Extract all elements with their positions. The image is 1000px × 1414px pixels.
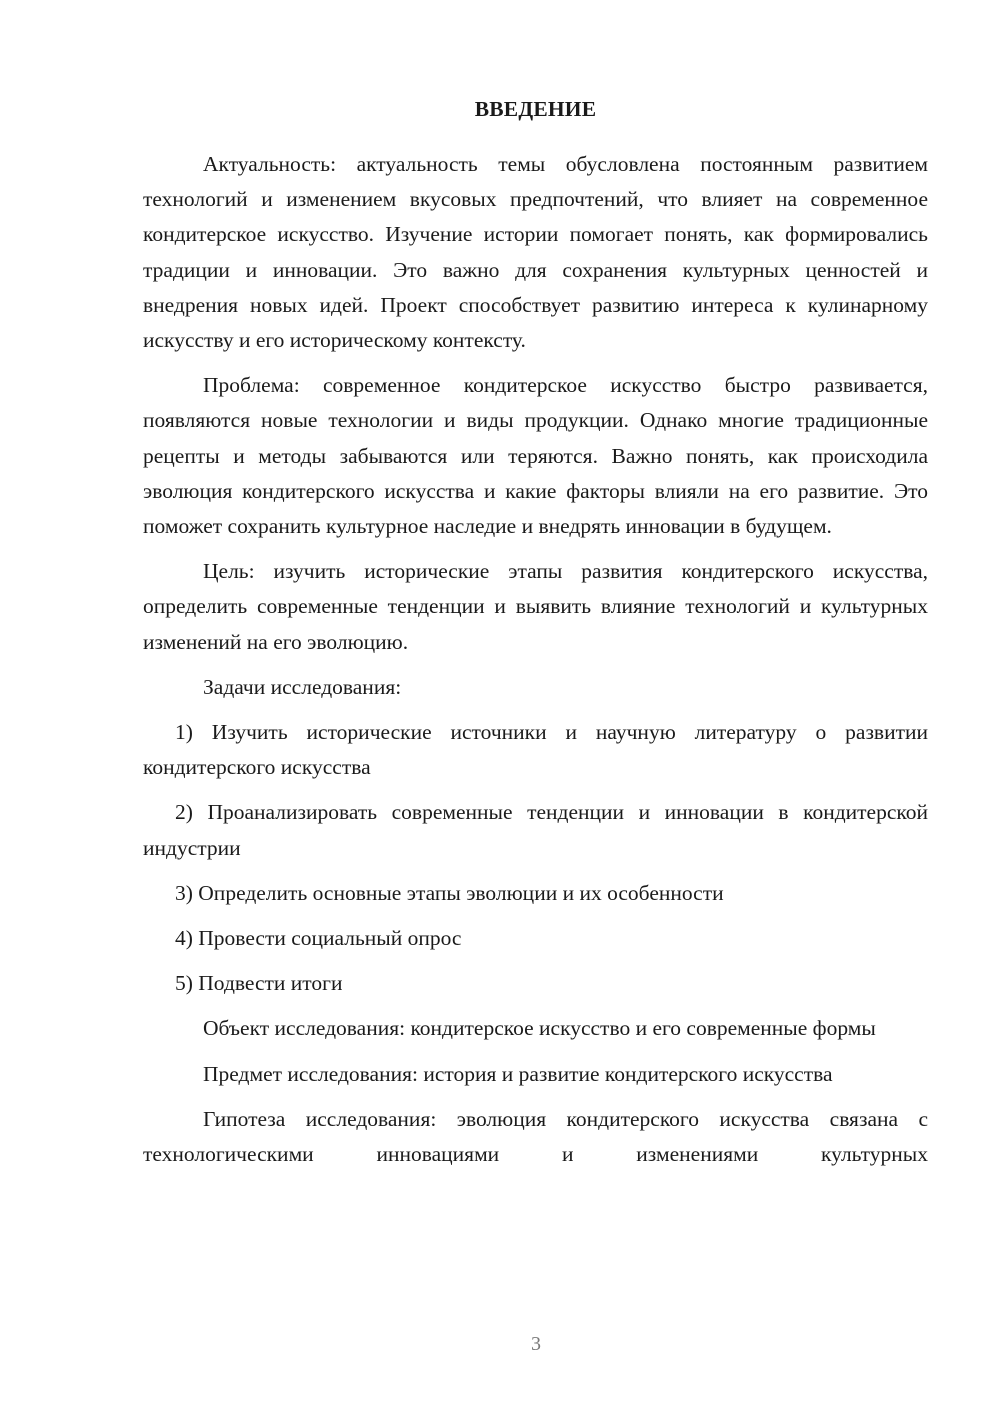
document-page	[143, 92, 928, 1182]
tasks-list	[143, 715, 928, 1001]
relevance-paragraph: Актуальность: актуальность темы обусловлена постоянным развитием технологий и изменением вкусовых предпочтений, что влияет на современное кондитерское искусство. Изучение истории помогает понять, как формировались традиции и инновации. Это важно для сохранения культурных ценностей и внедрения новых идей. Проект способствует развитию интереса к кулинарному искусству и его историческому контексту.	[143, 152, 928, 353]
task-item: 4) Провести социальный опрос	[175, 926, 462, 951]
goal-paragraph: Цель: изучить исторические этапы развития кондитерского искусства, определить современные тенденции и выявить влияние технологий и культурных изменений на его эволюцию.	[143, 559, 928, 654]
page-title: ВВЕДЕНИЕ	[474, 97, 597, 121]
task-item: 5) Подвести итоги	[175, 971, 343, 996]
task-item: 1) Изучить исторические источники и научную литературу о развитии кондитерского искусства	[143, 720, 928, 780]
problem-paragraph: Проблема: современное кондитерское искусство быстро развивается, появляются новые технологии и виды продукции. Однако многие традиционные рецепты и методы забываются или теряются. Важно понять, как происходила эволюция кондитерского искусства и какие факторы влияли на его развитие. Это поможет сохранить культурное наследие и внедрять инновации в будущем.	[143, 373, 928, 539]
tasks-heading: Задачи исследования:	[203, 674, 402, 699]
task-item: 2) Проанализировать современные тенденции и инновации в кондитерской индустрии	[143, 800, 928, 860]
subject-paragraph: Предмет исследования: история и развитие кондитерского искусства	[203, 1061, 833, 1086]
task-item: 3) Определить основные этапы эволюции и их особенности	[175, 880, 724, 905]
page-number: 3	[531, 1333, 541, 1355]
object-paragraph: Объект исследования: кондитерское искусство и его современные формы	[203, 1016, 876, 1041]
hypothesis-paragraph: Гипотеза исследования: эволюция кондитерского искусства связана с технологическими инновациями и изменениями культурных	[143, 1106, 928, 1167]
